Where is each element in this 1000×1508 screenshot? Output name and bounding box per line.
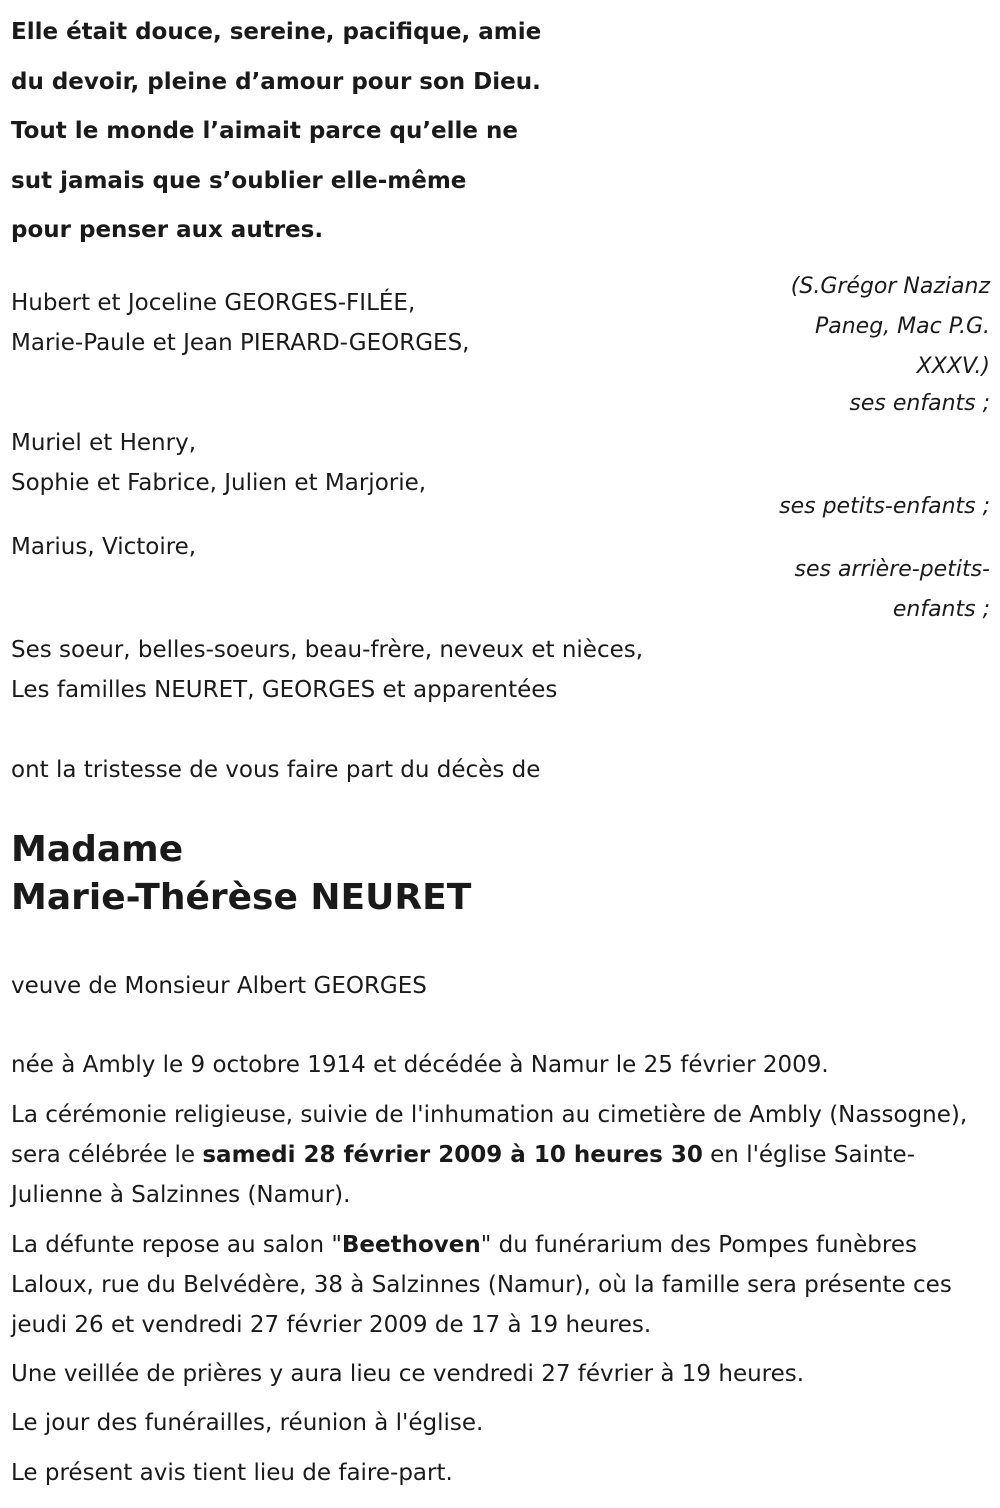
great-grandchildren-role <box>795 550 990 630</box>
family-line: Les familles NEURET, GEORGES et apparentées <box>11 677 558 703</box>
ceremony-text: en l'église Sainte-Julienne à Salzinnes (Namur). <box>11 1142 916 1208</box>
deceased-title: Madame <box>11 829 184 870</box>
rest-text: " du funérarium des Pompes funèbres Laloux, rue du Belvédère, 38 à Salzinnes (Namur), où la famille sera présente ces jeudi 26 et vendredi 27 février 2009 de 17 à 19 heures. <box>11 1232 952 1338</box>
poem-line: sut jamais que s’oublier elle-même <box>11 167 467 194</box>
role-line: ses arrière-petits- <box>794 557 990 582</box>
notice: Le présent avis tient lieu de faire-part. <box>11 1460 453 1486</box>
family-line: Ses soeur, belles-soeurs, beau-frère, neveux et nièces, <box>11 637 644 663</box>
poem-quote <box>11 8 541 256</box>
relatives <box>11 630 643 710</box>
ceremony-date: samedi 28 février 2009 à 10 heures 30 <box>202 1142 703 1168</box>
family-line: Hubert et Joceline GEORGES-FILÉE, <box>11 290 416 316</box>
ceremony-paragraph <box>11 1095 986 1215</box>
deceased-name: Marie-Thérèse NEURET <box>11 877 472 918</box>
funeral-day: Le jour des funérailles, réunion à l'église. <box>11 1410 484 1436</box>
role-line: enfants ; <box>892 597 990 622</box>
announcement: ont la tristesse de vous faire part du décès de <box>11 757 541 783</box>
family-line: Marie-Paule et Jean PIERARD-GEORGES, <box>11 330 470 356</box>
quote-source-line: XXXV.) <box>916 354 990 379</box>
quote-source-line: Paneg, Mac P.G. <box>814 314 990 339</box>
children-role: ses enfants ; <box>849 391 990 416</box>
widow-of: veuve de Monsieur Albert GEORGES <box>11 973 427 999</box>
vigil: Une veillée de prières y aura lieu ce vendredi 27 février à 19 heures. <box>11 1361 805 1387</box>
ceremony-text: La cérémonie religieuse, suivie de l'inhumation au cimetière de Ambly (Nassogne), sera célébrée le <box>11 1102 968 1168</box>
birth-death: née à Ambly le 9 octobre 1914 et décédée à Namur le 25 février 2009. <box>11 1052 829 1078</box>
grandchildren-role: ses petits-enfants ; <box>779 494 990 519</box>
poem-line: Tout le monde l’aimait parce qu’elle ne <box>11 118 518 144</box>
salon-name: Beethoven <box>341 1232 481 1258</box>
rest-text: La défunte repose au salon " <box>11 1232 342 1258</box>
great-grandchildren-names <box>11 527 196 567</box>
family-line: Muriel et Henry, <box>11 430 196 456</box>
family-line: Marius, Victoire, <box>11 534 197 560</box>
poem-line: du devoir, pleine d’amour pour son Dieu. <box>11 68 541 95</box>
family-line: Sophie et Fabrice, Julien et Marjorie, <box>11 470 427 496</box>
children-names <box>11 283 470 363</box>
rest-paragraph <box>11 1225 986 1345</box>
quote-source <box>791 267 990 387</box>
poem-line: Elle était douce, sereine, pacifique, amie <box>11 19 542 45</box>
grandchildren-names <box>11 423 426 503</box>
poem-line: pour penser aux autres. <box>11 217 324 243</box>
quote-source-line: (S.Grégor Nazianz <box>790 274 990 299</box>
